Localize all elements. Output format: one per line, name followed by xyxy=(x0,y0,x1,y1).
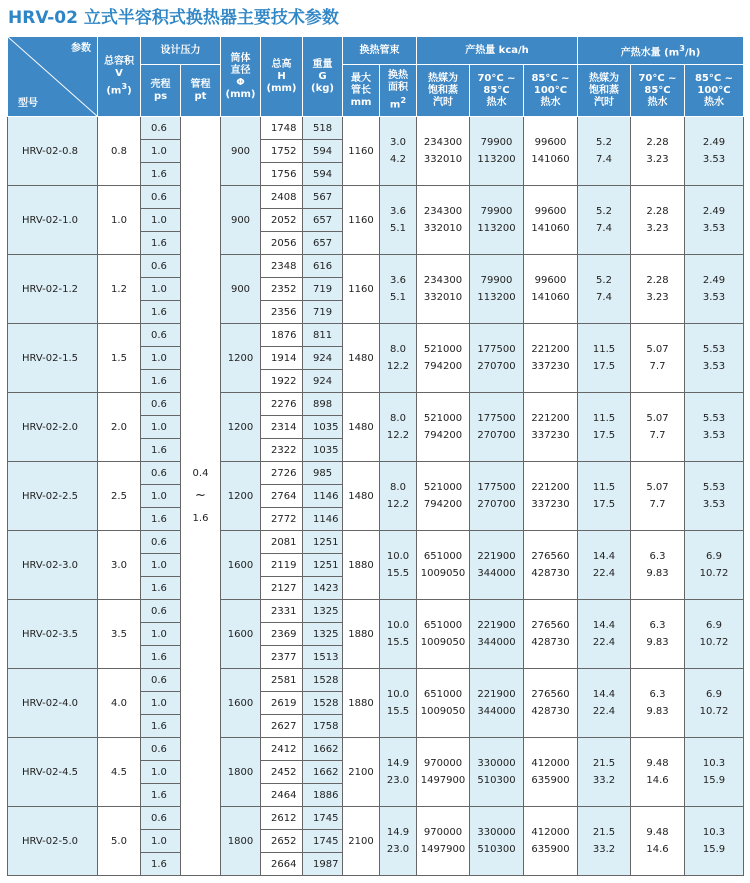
model-cell: HRV-02-1.2 xyxy=(8,255,98,324)
heat-85-100-cell: 412000 635900 xyxy=(524,807,578,876)
area-header: 换热 面积 $m^2$ xyxy=(380,65,417,117)
area-cell: 14.9 23.0 xyxy=(380,807,417,876)
height-cell: 2119 xyxy=(261,554,303,577)
water-85-100-cell: 6.9 10.72 xyxy=(685,669,744,738)
weight-cell: 616 xyxy=(303,255,343,278)
water-steam-cell: 14.4 22.4 xyxy=(578,600,631,669)
heat-70-85-cell: 330000 510300 xyxy=(470,738,524,807)
height-cell: 2331 xyxy=(261,600,303,623)
water-85-100-cell: 2.49 3.53 xyxy=(685,186,744,255)
height-cell: 1748 xyxy=(261,117,303,140)
weight-cell: 898 xyxy=(303,393,343,416)
heat-steam-cell: 521000 794200 xyxy=(417,462,470,531)
heat-70-85-cell: 177500 270700 xyxy=(470,324,524,393)
model-cell: HRV-02-5.0 xyxy=(8,807,98,876)
table-row xyxy=(8,462,744,485)
height-cell: 2322 xyxy=(261,439,303,462)
table-body xyxy=(8,117,744,876)
water-70-85-cell: 2.28 3.23 xyxy=(631,255,685,324)
height-cell: 2764 xyxy=(261,485,303,508)
height-cell: 2081 xyxy=(261,531,303,554)
table-row xyxy=(8,255,744,278)
weight-cell: 719 xyxy=(303,278,343,301)
water-70-85-cell: 2.28 3.23 xyxy=(631,186,685,255)
height-cell: 2612 xyxy=(261,807,303,830)
weight-cell: 1528 xyxy=(303,692,343,715)
volume-header: 总容积 V $(m^3)$ xyxy=(98,37,141,117)
shell-pressure-cell: 1.0 xyxy=(141,347,181,370)
heat-85-100-cell: 221200 337230 xyxy=(524,324,578,393)
weight-cell: 594 xyxy=(303,140,343,163)
water-85-100-cell: 10.3 15.9 xyxy=(685,738,744,807)
diameter-cell: 900 xyxy=(221,255,261,324)
param-label: 参数 xyxy=(71,43,91,54)
water-steam-cell: 11.5 17.5 xyxy=(578,462,631,531)
shell-pressure-cell: 1.0 xyxy=(141,761,181,784)
heat-85-100-cell: 221200 337230 xyxy=(524,462,578,531)
weight-cell: 985 xyxy=(303,462,343,485)
tube-length-cell: 1160 xyxy=(343,117,380,186)
tube-length-cell: 1160 xyxy=(343,186,380,255)
shell-pressure-cell: 0.6 xyxy=(141,600,181,623)
heat-70-85-cell: 177500 270700 xyxy=(470,393,524,462)
heat-70-85-cell: 330000 510300 xyxy=(470,807,524,876)
tube-length-cell: 2100 xyxy=(343,807,380,876)
table-header xyxy=(8,37,744,117)
weight-cell: 657 xyxy=(303,209,343,232)
water-steam-header: 热媒为 饱和蒸 汽时 xyxy=(578,65,631,117)
model-cell: HRV-02-2.0 xyxy=(8,393,98,462)
weight-cell: 1745 xyxy=(303,807,343,830)
table-row xyxy=(8,117,744,140)
tube-pressure-header: 管程 pt xyxy=(181,65,221,117)
water-85-100-cell: 10.3 15.9 xyxy=(685,807,744,876)
height-cell: 2726 xyxy=(261,462,303,485)
height-cell: 2581 xyxy=(261,669,303,692)
shell-pressure-cell: 1.6 xyxy=(141,853,181,876)
table-row xyxy=(8,393,744,416)
area-cell: 10.0 15.5 xyxy=(380,600,417,669)
area-cell: 8.0 12.2 xyxy=(380,393,417,462)
shell-pressure-cell: 1.6 xyxy=(141,577,181,600)
model-cell: HRV-02-1.5 xyxy=(8,324,98,393)
volume-cell: 5.0 xyxy=(98,807,141,876)
diameter-cell: 1200 xyxy=(221,462,261,531)
height-cell: 2664 xyxy=(261,853,303,876)
heat-85-100-cell: 99600 141060 xyxy=(524,117,578,186)
height-cell: 2772 xyxy=(261,508,303,531)
shell-pressure-cell: 1.0 xyxy=(141,554,181,577)
area-cell: 10.0 15.5 xyxy=(380,669,417,738)
max-tube-length-header: 最大 管长 mm xyxy=(343,65,380,117)
water-70-85-cell: 6.3 9.83 xyxy=(631,531,685,600)
water-steam-cell: 11.5 17.5 xyxy=(578,393,631,462)
water-steam-cell: 5.2 7.4 xyxy=(578,255,631,324)
heat-70-85-cell: 221900 344000 xyxy=(470,669,524,738)
heat-85-100-cell: 412000 635900 xyxy=(524,738,578,807)
volume-cell: 3.0 xyxy=(98,531,141,600)
height-cell: 1922 xyxy=(261,370,303,393)
water-70-85-cell: 2.28 3.23 xyxy=(631,117,685,186)
heat-70-85-cell: 177500 270700 xyxy=(470,462,524,531)
weight-cell: 1146 xyxy=(303,508,343,531)
volume-cell: 0.8 xyxy=(98,117,141,186)
model-cell: HRV-02-1.0 xyxy=(8,186,98,255)
water-steam-cell: 21.5 33.2 xyxy=(578,807,631,876)
height-cell: 2056 xyxy=(261,232,303,255)
weight-cell: 719 xyxy=(303,301,343,324)
shell-pressure-cell: 0.6 xyxy=(141,186,181,209)
shell-pressure-cell: 0.6 xyxy=(141,807,181,830)
water-steam-cell: 11.5 17.5 xyxy=(578,324,631,393)
tube-length-cell: 1480 xyxy=(343,324,380,393)
model-label: 型号 xyxy=(18,98,38,109)
shell-pressure-cell: 1.6 xyxy=(141,784,181,807)
water-steam-cell: 14.4 22.4 xyxy=(578,669,631,738)
tube-length-cell: 2100 xyxy=(343,738,380,807)
heat-steam-cell: 521000 794200 xyxy=(417,393,470,462)
water-85-100-cell: 6.9 10.72 xyxy=(685,531,744,600)
heat-70-85-header: 70°C ~ 85°C 热水 xyxy=(470,65,524,117)
shell-pressure-header: 壳程 ps xyxy=(141,65,181,117)
heat-steam-cell: 651000 1009050 xyxy=(417,669,470,738)
heat-70-85-cell: 79900 113200 xyxy=(470,255,524,324)
shell-pressure-cell: 0.6 xyxy=(141,669,181,692)
heat-output-header: 产热量 kca/h xyxy=(417,37,578,65)
heat-85-100-header: 85°C ~ 100°C 热水 xyxy=(524,65,578,117)
area-cell: 3.6 5.1 xyxy=(380,255,417,324)
height-cell: 2627 xyxy=(261,715,303,738)
volume-cell: 3.5 xyxy=(98,600,141,669)
weight-cell: 657 xyxy=(303,232,343,255)
table-row xyxy=(8,669,744,692)
shell-pressure-cell: 1.6 xyxy=(141,715,181,738)
heat-70-85-cell: 221900 344000 xyxy=(470,600,524,669)
volume-cell: 1.0 xyxy=(98,186,141,255)
shell-pressure-cell: 0.6 xyxy=(141,393,181,416)
shell-pressure-cell: 1.0 xyxy=(141,623,181,646)
weight-cell: 1325 xyxy=(303,600,343,623)
weight-cell: 1251 xyxy=(303,554,343,577)
shell-pressure-cell: 0.6 xyxy=(141,738,181,761)
heat-85-100-cell: 276560 428730 xyxy=(524,531,578,600)
water-85-100-cell: 2.49 3.53 xyxy=(685,117,744,186)
height-cell: 2314 xyxy=(261,416,303,439)
water-85-100-header: 85°C ~ 100°C 热水 xyxy=(685,65,744,117)
shell-pressure-cell: 1.0 xyxy=(141,830,181,853)
height-cell: 2452 xyxy=(261,761,303,784)
shell-pressure-cell: 1.0 xyxy=(141,692,181,715)
tube-length-cell: 1880 xyxy=(343,531,380,600)
model-cell: HRV-02-2.5 xyxy=(8,462,98,531)
height-cell: 2369 xyxy=(261,623,303,646)
heat-steam-cell: 234300 332010 xyxy=(417,117,470,186)
heat-85-100-cell: 99600 141060 xyxy=(524,186,578,255)
shell-pressure-cell: 1.6 xyxy=(141,646,181,669)
tube-length-cell: 1880 xyxy=(343,600,380,669)
param-model-header xyxy=(8,37,98,117)
water-steam-cell: 14.4 22.4 xyxy=(578,531,631,600)
diameter-cell: 1600 xyxy=(221,600,261,669)
weight-header: 重量 G (kg) xyxy=(303,37,343,117)
shell-pressure-cell: 1.0 xyxy=(141,416,181,439)
shell-pressure-cell: 1.0 xyxy=(141,140,181,163)
shell-pressure-cell: 0.6 xyxy=(141,324,181,347)
table-row xyxy=(8,738,744,761)
shell-pressure-cell: 1.6 xyxy=(141,301,181,324)
water-steam-cell: 5.2 7.4 xyxy=(578,186,631,255)
heat-steam-cell: 234300 332010 xyxy=(417,255,470,324)
model-cell: HRV-02-3.0 xyxy=(8,531,98,600)
water-steam-cell: 5.2 7.4 xyxy=(578,117,631,186)
weight-cell: 1035 xyxy=(303,416,343,439)
heat-steam-cell: 651000 1009050 xyxy=(417,600,470,669)
tube-pressure-cell: 0.4 ~ 1.6 xyxy=(181,117,221,876)
height-cell: 1756 xyxy=(261,163,303,186)
weight-cell: 924 xyxy=(303,347,343,370)
model-cell: HRV-02-3.5 xyxy=(8,600,98,669)
shell-pressure-cell: 1.0 xyxy=(141,485,181,508)
volume-cell: 1.2 xyxy=(98,255,141,324)
model-cell: HRV-02-0.8 xyxy=(8,117,98,186)
water-85-100-cell: 5.53 3.53 xyxy=(685,393,744,462)
weight-cell: 1325 xyxy=(303,623,343,646)
height-cell: 2348 xyxy=(261,255,303,278)
weight-cell: 1513 xyxy=(303,646,343,669)
weight-cell: 1662 xyxy=(303,738,343,761)
shell-pressure-cell: 1.6 xyxy=(141,508,181,531)
water-70-85-cell: 9.48 14.6 xyxy=(631,738,685,807)
shell-pressure-cell: 0.6 xyxy=(141,255,181,278)
weight-cell: 567 xyxy=(303,186,343,209)
heat-70-85-cell: 221900 344000 xyxy=(470,531,524,600)
heat-70-85-cell: 79900 113200 xyxy=(470,186,524,255)
water-85-100-cell: 6.9 10.72 xyxy=(685,600,744,669)
diameter-cell: 1200 xyxy=(221,324,261,393)
weight-cell: 1423 xyxy=(303,577,343,600)
weight-cell: 811 xyxy=(303,324,343,347)
height-cell: 2619 xyxy=(261,692,303,715)
shell-pressure-cell: 1.6 xyxy=(141,163,181,186)
heat-steam-header: 热媒为 饱和蒸 汽时 xyxy=(417,65,470,117)
tube-length-cell: 1480 xyxy=(343,393,380,462)
tube-length-cell: 1160 xyxy=(343,255,380,324)
weight-cell: 1745 xyxy=(303,830,343,853)
heat-85-100-cell: 221200 337230 xyxy=(524,393,578,462)
height-cell: 2464 xyxy=(261,784,303,807)
water-85-100-cell: 5.53 3.53 xyxy=(685,462,744,531)
weight-cell: 1886 xyxy=(303,784,343,807)
weight-cell: 518 xyxy=(303,117,343,140)
area-cell: 3.0 4.2 xyxy=(380,117,417,186)
volume-cell: 4.5 xyxy=(98,738,141,807)
height-cell: 1914 xyxy=(261,347,303,370)
shell-pressure-cell: 0.6 xyxy=(141,531,181,554)
table-row xyxy=(8,324,744,347)
height-cell: 2052 xyxy=(261,209,303,232)
hot-water-output-header: 产热水量 $(m^3/h)$ xyxy=(578,37,744,65)
weight-cell: 1987 xyxy=(303,853,343,876)
water-steam-cell: 21.5 33.2 xyxy=(578,738,631,807)
model-cell: HRV-02-4.5 xyxy=(8,738,98,807)
tube-bundle-header: 换热管束 xyxy=(343,37,417,65)
shell-pressure-cell: 0.6 xyxy=(141,462,181,485)
diameter-cell: 1800 xyxy=(221,738,261,807)
heat-steam-cell: 651000 1009050 xyxy=(417,531,470,600)
heat-85-100-cell: 276560 428730 xyxy=(524,669,578,738)
weight-cell: 1528 xyxy=(303,669,343,692)
design-pressure-header: 设计压力 xyxy=(141,37,221,65)
weight-cell: 1251 xyxy=(303,531,343,554)
height-cell: 2127 xyxy=(261,577,303,600)
heat-steam-cell: 970000 1497900 xyxy=(417,738,470,807)
water-85-100-cell: 5.53 3.53 xyxy=(685,324,744,393)
area-cell: 8.0 12.2 xyxy=(380,324,417,393)
height-cell: 2408 xyxy=(261,186,303,209)
water-70-85-cell: 5.07 7.7 xyxy=(631,324,685,393)
diameter-cell: 900 xyxy=(221,117,261,186)
shell-pressure-cell: 1.6 xyxy=(141,439,181,462)
weight-cell: 1146 xyxy=(303,485,343,508)
volume-cell: 2.0 xyxy=(98,393,141,462)
table-row xyxy=(8,600,744,623)
heat-70-85-cell: 79900 113200 xyxy=(470,117,524,186)
tube-length-cell: 1880 xyxy=(343,669,380,738)
height-cell: 1876 xyxy=(261,324,303,347)
water-85-100-cell: 2.49 3.53 xyxy=(685,255,744,324)
diameter-header: 筒体 直径 Φ (mm) xyxy=(221,37,261,117)
weight-cell: 1662 xyxy=(303,761,343,784)
heat-85-100-cell: 276560 428730 xyxy=(524,600,578,669)
height-cell: 2652 xyxy=(261,830,303,853)
area-cell: 8.0 12.2 xyxy=(380,462,417,531)
page-title: HRV-02 立式半容积式换热器主要技术参数 xyxy=(8,8,339,28)
heat-85-100-cell: 99600 141060 xyxy=(524,255,578,324)
shell-pressure-cell: 1.0 xyxy=(141,209,181,232)
height-cell: 2352 xyxy=(261,278,303,301)
table-row xyxy=(8,531,744,554)
table-row xyxy=(8,186,744,209)
water-70-85-cell: 6.3 9.83 xyxy=(631,669,685,738)
volume-cell: 4.0 xyxy=(98,669,141,738)
diameter-cell: 1600 xyxy=(221,531,261,600)
height-cell: 1752 xyxy=(261,140,303,163)
heat-steam-cell: 970000 1497900 xyxy=(417,807,470,876)
diameter-cell: 1200 xyxy=(221,393,261,462)
volume-cell: 1.5 xyxy=(98,324,141,393)
diameter-cell: 900 xyxy=(221,186,261,255)
weight-cell: 1035 xyxy=(303,439,343,462)
weight-cell: 1758 xyxy=(303,715,343,738)
heat-steam-cell: 521000 794200 xyxy=(417,324,470,393)
shell-pressure-cell: 1.6 xyxy=(141,370,181,393)
shell-pressure-cell: 0.6 xyxy=(141,117,181,140)
area-cell: 10.0 15.5 xyxy=(380,531,417,600)
water-70-85-cell: 5.07 7.7 xyxy=(631,462,685,531)
height-cell: 2412 xyxy=(261,738,303,761)
weight-cell: 594 xyxy=(303,163,343,186)
height-cell: 2377 xyxy=(261,646,303,669)
model-cell: HRV-02-4.0 xyxy=(8,669,98,738)
volume-cell: 2.5 xyxy=(98,462,141,531)
height-cell: 2276 xyxy=(261,393,303,416)
heat-steam-cell: 234300 332010 xyxy=(417,186,470,255)
shell-pressure-cell: 1.0 xyxy=(141,278,181,301)
table-row xyxy=(8,807,744,830)
height-cell: 2356 xyxy=(261,301,303,324)
height-header: 总高 H (mm) xyxy=(261,37,303,117)
water-70-85-cell: 9.48 14.6 xyxy=(631,807,685,876)
diameter-cell: 1600 xyxy=(221,669,261,738)
area-cell: 3.6 5.1 xyxy=(380,186,417,255)
water-70-85-header: 70°C ~ 85°C 热水 xyxy=(631,65,685,117)
spec-table xyxy=(7,36,744,876)
weight-cell: 924 xyxy=(303,370,343,393)
shell-pressure-cell: 1.6 xyxy=(141,232,181,255)
area-cell: 14.9 23.0 xyxy=(380,738,417,807)
water-70-85-cell: 6.3 9.83 xyxy=(631,600,685,669)
diameter-cell: 1800 xyxy=(221,807,261,876)
water-70-85-cell: 5.07 7.7 xyxy=(631,393,685,462)
tube-length-cell: 1480 xyxy=(343,462,380,531)
